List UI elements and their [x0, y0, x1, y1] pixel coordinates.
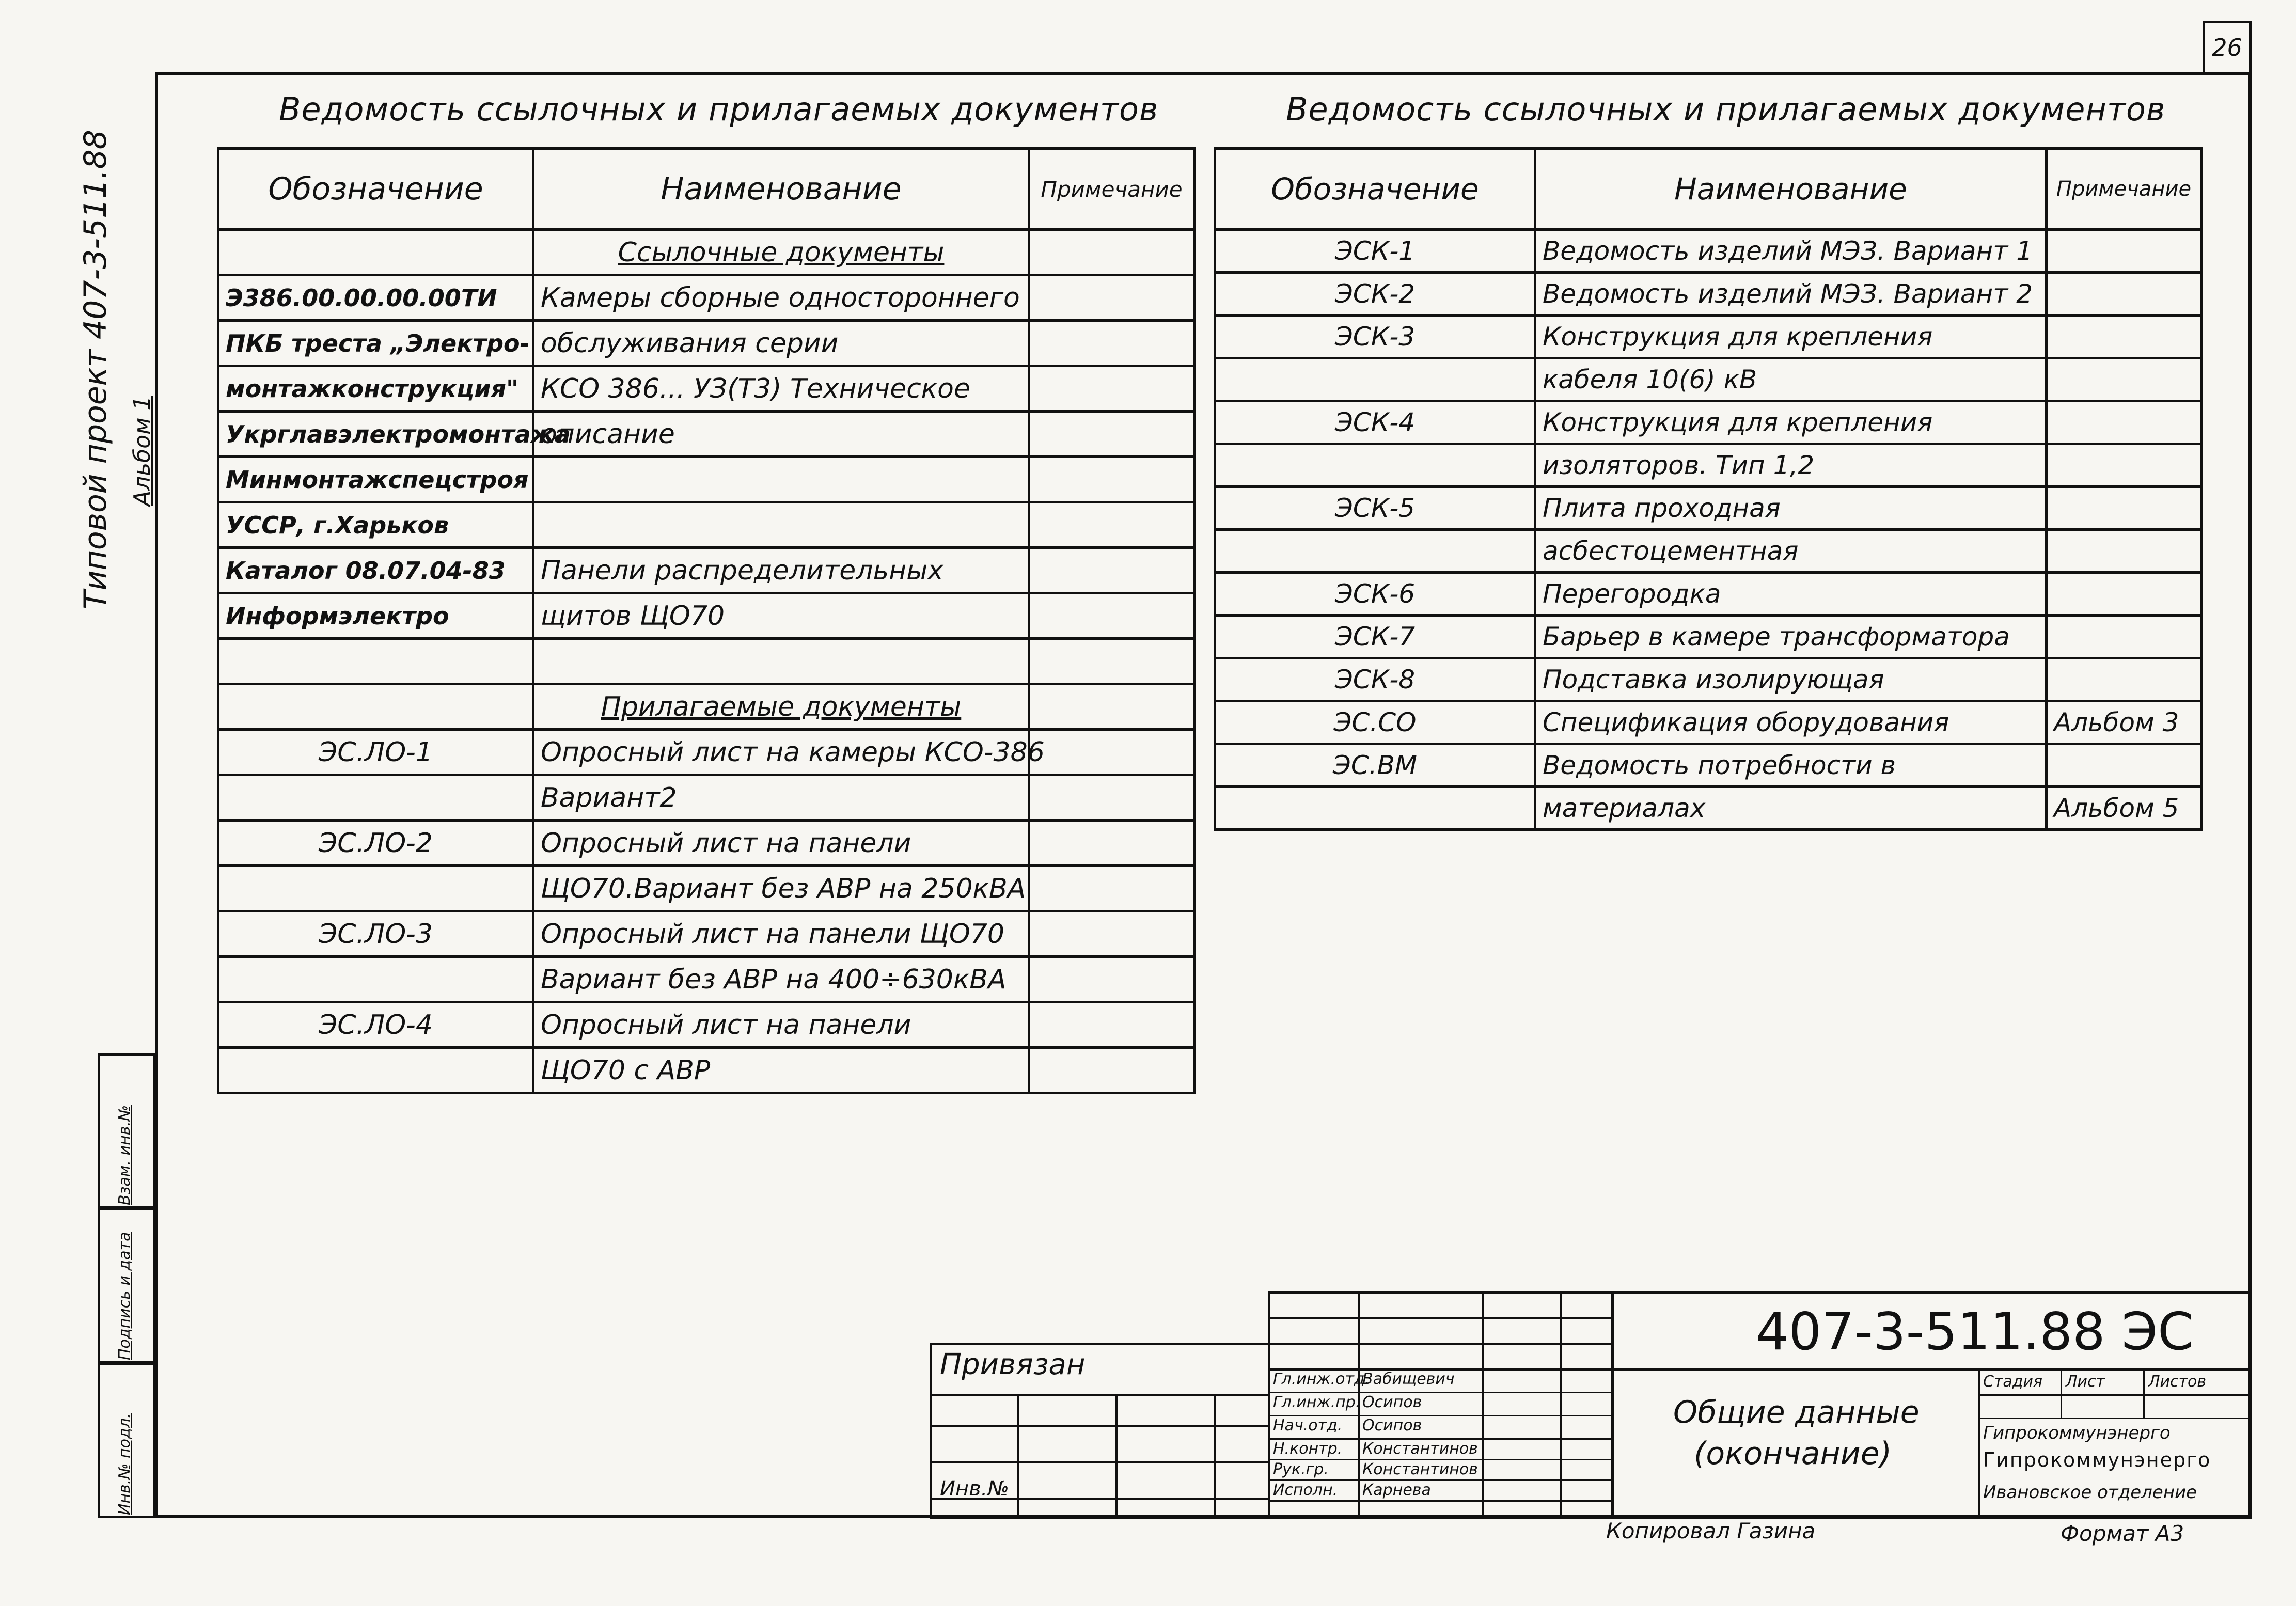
- note-cell: [2047, 573, 2201, 616]
- side-stamp-cell: [98, 1363, 155, 1518]
- note-cell: [2047, 530, 2201, 573]
- note-cell: Альбом 3: [2047, 701, 2201, 744]
- note-cell: [1029, 957, 1194, 1002]
- note-cell: [1029, 548, 1194, 593]
- table-row: [1215, 530, 2201, 573]
- table-header-row: [1215, 149, 2201, 230]
- stamp-role: Рук.гр.: [1273, 1460, 1329, 1478]
- note-cell: [1029, 639, 1194, 684]
- organization-line1: Гипрокоммунэнерго: [1983, 1423, 2171, 1443]
- side-stamp-label: Взам. инв.№: [116, 1105, 134, 1205]
- note-cell: [1029, 684, 1194, 730]
- column-header: Примечание: [1029, 149, 1194, 230]
- note-cell: [1029, 412, 1194, 457]
- designation-cell: ЭСК-7: [1215, 616, 1535, 658]
- document-title-line2: (окончание): [1694, 1436, 1892, 1472]
- note-cell: [1029, 366, 1194, 412]
- designation-cell: ЭС.ЛО-4: [218, 1002, 533, 1048]
- left-table-title: Ведомость ссылочных и прилагаемых документов: [279, 90, 1159, 128]
- designation-cell: монтажконструкция": [218, 366, 533, 412]
- name-cell: Ведомость изделий МЭЗ. Вариант 2: [1535, 273, 2047, 316]
- note-cell: [2047, 487, 2201, 530]
- table-row: [1215, 787, 2201, 830]
- name-cell: Прилагаемые документы: [533, 684, 1029, 730]
- designation-cell: ЭСК-3: [1215, 316, 1535, 358]
- name-cell: [533, 502, 1029, 548]
- table-row: [218, 1048, 1194, 1093]
- name-cell: обслуживания серии: [533, 321, 1029, 366]
- table-row: [218, 593, 1194, 639]
- name-cell: Опросный лист на камеры КСО-386: [533, 730, 1029, 775]
- note-cell: [2047, 744, 2201, 787]
- designation-cell: [1215, 444, 1535, 487]
- table-row: [1215, 358, 2201, 401]
- designation-cell: ЭСК-1: [1215, 230, 1535, 273]
- table-row: [218, 457, 1194, 502]
- designation-cell: ЭС.ЛО-1: [218, 730, 533, 775]
- name-cell: Опросный лист на панели: [533, 1002, 1029, 1048]
- column-header: Наименование: [1535, 149, 2047, 230]
- designation-cell: ЭСК-8: [1215, 658, 1535, 701]
- name-cell: ЩО70 с АВР: [533, 1048, 1029, 1093]
- name-cell: Перегородка: [1535, 573, 2047, 616]
- side-stamp-label: Подпись и дата: [116, 1232, 134, 1360]
- note-cell: [1029, 321, 1194, 366]
- name-cell: Опросный лист на панели ЩО70: [533, 911, 1029, 957]
- note-cell: [1029, 775, 1194, 821]
- table-row: [1215, 401, 2201, 444]
- note-cell: [2047, 316, 2201, 358]
- note-cell: [2047, 616, 2201, 658]
- note-cell: [1029, 1002, 1194, 1048]
- designation-cell: УССР, г.Харьков: [218, 502, 533, 548]
- copied-by-label: Копировал Газина: [1606, 1518, 1816, 1544]
- page-number: 26: [2203, 21, 2252, 72]
- name-cell: описание: [533, 412, 1029, 457]
- note-cell: [1029, 457, 1194, 502]
- name-cell: Ведомость изделий МЭЗ. Вариант 1: [1535, 230, 2047, 273]
- name-cell: материалах: [1535, 787, 2047, 830]
- name-cell: щитов ЩО70: [533, 593, 1029, 639]
- designation-cell: Э386.00.00.00.00ТИ: [218, 275, 533, 321]
- stamp-person-name: Карнева: [1362, 1481, 1431, 1499]
- note-cell: [1029, 275, 1194, 321]
- table-row: [218, 1002, 1194, 1048]
- stamp-person-name: Осипов: [1362, 1393, 1422, 1411]
- name-cell: ЩО70.Вариант без АВР на 250кВА: [533, 866, 1029, 911]
- name-cell: Камеры сборные одностороннего: [533, 275, 1029, 321]
- designation-cell: Каталог 08.07.04-83: [218, 548, 533, 593]
- column-header: Наименование: [533, 149, 1029, 230]
- table-row: [1215, 273, 2201, 316]
- table-row: [1215, 487, 2201, 530]
- table-row: [1215, 616, 2201, 658]
- table-header-row: [218, 149, 1194, 230]
- table-row: [218, 821, 1194, 866]
- sheets-label: Листов: [2148, 1373, 2207, 1391]
- name-cell: Конструкция для крепления: [1535, 401, 2047, 444]
- stamp-role: Гл.инж.отд.: [1273, 1370, 1370, 1388]
- table-row: [218, 866, 1194, 911]
- designation-cell: ЭСК-2: [1215, 273, 1535, 316]
- organization-line3: Ивановское отделение: [1983, 1482, 2197, 1503]
- right-documents-table: [1214, 147, 2203, 831]
- title-block: [930, 1291, 2252, 1518]
- name-cell: Плита проходная: [1535, 487, 2047, 530]
- note-cell: [1029, 593, 1194, 639]
- note-cell: [1029, 230, 1194, 275]
- column-header: Примечание: [2047, 149, 2201, 230]
- note-cell: [1029, 1048, 1194, 1093]
- organization-line2: Гипрокоммунэнерго: [1983, 1448, 2211, 1471]
- side-stamp-label: Инв.№ подл.: [116, 1413, 134, 1515]
- stamp-person-name: Вабищевич: [1362, 1370, 1455, 1388]
- note-cell: [1029, 821, 1194, 866]
- sheet-label: Лист: [2066, 1373, 2105, 1391]
- name-cell: Спецификация оборудования: [1535, 701, 2047, 744]
- name-cell: Вариант2: [533, 775, 1029, 821]
- designation-cell: ЭСК-4: [1215, 401, 1535, 444]
- table-row: [218, 230, 1194, 275]
- name-cell: асбестоцементная: [1535, 530, 2047, 573]
- designation-cell: [218, 684, 533, 730]
- privyazan-label: Привязан: [940, 1348, 1086, 1381]
- note-cell: [2047, 230, 2201, 273]
- stamp-role: Гл.инж.пр.: [1273, 1393, 1361, 1411]
- designation-cell: Информэлектро: [218, 593, 533, 639]
- note-cell: [2047, 401, 2201, 444]
- designation-cell: [218, 866, 533, 911]
- designation-cell: [218, 230, 533, 275]
- designation-cell: [218, 957, 533, 1002]
- table-row: [1215, 744, 2201, 787]
- designation-cell: [1215, 787, 1535, 830]
- table-row: [218, 957, 1194, 1002]
- format-label: Формат А3: [2061, 1521, 2184, 1546]
- side-album-label: Альбом 1: [129, 396, 155, 506]
- table-row: [218, 775, 1194, 821]
- table-row: [1215, 444, 2201, 487]
- name-cell: [533, 639, 1029, 684]
- designation-cell: ЭС.СО: [1215, 701, 1535, 744]
- designation-cell: ЭС.ВМ: [1215, 744, 1535, 787]
- note-cell: [2047, 444, 2201, 487]
- note-cell: Альбом 5: [2047, 787, 2201, 830]
- column-header: Обозначение: [1215, 149, 1535, 230]
- designation-cell: [218, 775, 533, 821]
- stamp-person-name: Константинов: [1362, 1440, 1478, 1458]
- name-cell: Ведомость потребности в: [1535, 744, 2047, 787]
- designation-cell: ЭС.ЛО-2: [218, 821, 533, 866]
- stamp-role: Нач.отд.: [1273, 1416, 1343, 1435]
- designation-cell: ЭС.ЛО-3: [218, 911, 533, 957]
- stage-label: Стадия: [1983, 1373, 2043, 1391]
- note-cell: [2047, 273, 2201, 316]
- name-cell: Подставка изолирующая: [1535, 658, 2047, 701]
- name-cell: [533, 457, 1029, 502]
- side-project-label: Типовой проект 407-3-511.88: [77, 130, 114, 609]
- table-row: [218, 366, 1194, 412]
- designation-cell: Минмонтажспецстроя: [218, 457, 533, 502]
- table-row: [1215, 230, 2201, 273]
- stamp-role: Исполн.: [1273, 1481, 1338, 1499]
- note-cell: [1029, 866, 1194, 911]
- table-row: [218, 911, 1194, 957]
- note-cell: [1029, 911, 1194, 957]
- side-stamp-strip: [98, 1053, 155, 1518]
- table-row: [1215, 573, 2201, 616]
- note-cell: [2047, 358, 2201, 401]
- name-cell: кабеля 10(6) кВ: [1535, 358, 2047, 401]
- side-stamp-cell: [98, 1208, 155, 1363]
- table-row: [218, 684, 1194, 730]
- designation-cell: ЭСК-5: [1215, 487, 1535, 530]
- stamp-person-name: Константинов: [1362, 1460, 1478, 1478]
- note-cell: [2047, 658, 2201, 701]
- designation-cell: [218, 1048, 533, 1093]
- name-cell: КСО 386... УЗ(Т3) Техническое: [533, 366, 1029, 412]
- designation-cell: Укрглавэлектромонтажа: [218, 412, 533, 457]
- table-row: [1215, 658, 2201, 701]
- left-documents-table: [217, 147, 1196, 1094]
- note-cell: [1029, 502, 1194, 548]
- table-row: [218, 412, 1194, 457]
- document-title-line1: Общие данные: [1673, 1394, 1920, 1430]
- table-row: [1215, 316, 2201, 358]
- table-row: [1215, 701, 2201, 744]
- note-cell: [1029, 730, 1194, 775]
- name-cell: Конструкция для крепления: [1535, 316, 2047, 358]
- table-row: [218, 502, 1194, 548]
- designation-cell: [218, 639, 533, 684]
- designation-cell: [1215, 358, 1535, 401]
- inv-no-label: Инв.№: [940, 1477, 1009, 1501]
- table-row: [218, 548, 1194, 593]
- name-cell: изоляторов. Тип 1,2: [1535, 444, 2047, 487]
- name-cell: Опросный лист на панели: [533, 821, 1029, 866]
- stamp-person-name: Осипов: [1362, 1416, 1422, 1435]
- name-cell: Барьер в камере трансформатора: [1535, 616, 2047, 658]
- designation-cell: ЭСК-6: [1215, 573, 1535, 616]
- table-row: [218, 321, 1194, 366]
- table-row: [218, 275, 1194, 321]
- name-cell: Ссылочные документы: [533, 230, 1029, 275]
- designation-cell: ПКБ треста „Электро-: [218, 321, 533, 366]
- document-designation: 407-3-511.88 ЭС: [1756, 1301, 2194, 1362]
- column-header: Обозначение: [218, 149, 533, 230]
- side-stamp-cell: [98, 1053, 155, 1208]
- name-cell: Панели распределительных: [533, 548, 1029, 593]
- table-row: [218, 730, 1194, 775]
- stamp-role: Н.контр.: [1273, 1440, 1343, 1458]
- table-row: [218, 639, 1194, 684]
- right-table-title: Ведомость ссылочных и прилагаемых документов: [1286, 90, 2166, 128]
- name-cell: Вариант без АВР на 400÷630кВА: [533, 957, 1029, 1002]
- designation-cell: [1215, 530, 1535, 573]
